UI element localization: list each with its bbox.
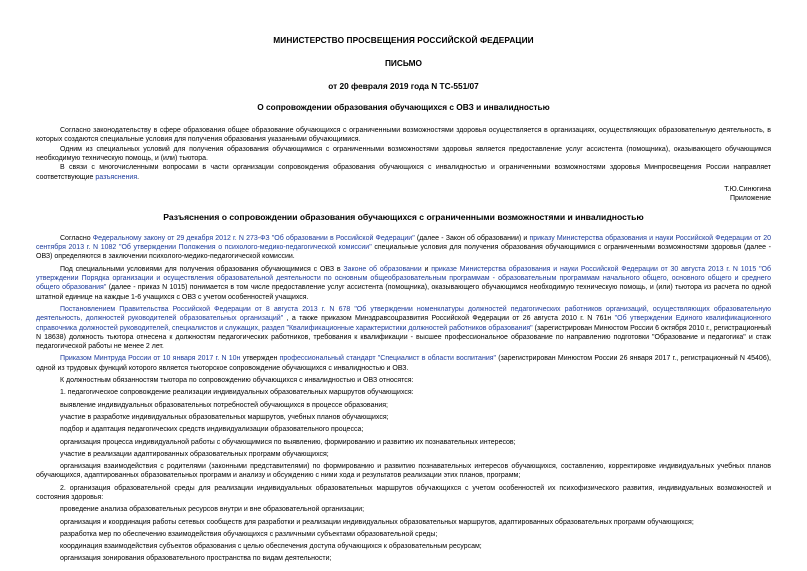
list-item: организация и координация работы сетевых сообществ для разработки и реализации индивидуальных образовательных маршрутов, адаптированных образовательных программ обучающихся; (60, 518, 694, 526)
qualification-handbook-link[interactable]: "Об утверждении Единого квалификационного справочника должностей руководителей, специалистов и служащих, раздел "Квалификационные характеристики должностей работников образования" (36, 315, 771, 332)
appendix-title: Разъяснения о сопровождении образования обучающихся с ограниченными возможностями и инвалидностью (163, 211, 644, 222)
text-segment: (зарегистрирован Минюстом России 6 октября 2010 г., регистрационный N 18638) должность тьютора отнесена к должностям педагогических работников, требования к квалификации - высшее профессиональное образование по направлению подготовки "Образование и педагогика" и стаж педагогической работы не менее 2 лет. (36, 324, 771, 351)
text-segment: В связи с многочисленными вопросами в части организации сопровождения образования обучающихся с инвалидностью и ограниченными возможностями здоровья Минпросвещения России направляет соответствующие (36, 164, 771, 181)
list-item: участие в разработке индивидуальных образовательных маршрутов, учебных планов обучающихся; (60, 413, 389, 421)
text-segment: специальные условия для получения образования обучающимися с ограниченными возможностями здоровья (далее - ОВЗ) определяются в заключении психолого-медико-педагогической комиссии. (36, 244, 772, 261)
signer-name: Т.Ю.Синюгина (724, 185, 771, 193)
appendix-paragraph-2 (36, 265, 771, 302)
appendix-paragraph-3 (36, 305, 771, 351)
text-segment: утвержден (240, 355, 280, 363)
explanations-link[interactable]: разъяснения (95, 173, 138, 181)
letter-paragraph-1: Согласно законодательству в сфере образования общее образование обучающихся с ограниченными возможностями здоровья осуществляется в организациях, осуществляющих образовательную деятельность, в которых создаются специальные условия для получения образования указанными обучающимися. (36, 127, 771, 144)
document-date-number: от 20 февраля 2019 года N ТС-551/07 (328, 80, 479, 91)
resolution-678-link[interactable]: Постановлением Правительства Российской Федерации от 8 августа 2013 г. N 678 "Об утверждении номенклатуры должностей педагогических работников организаций, осуществляющих образовательную деятельность, должностей руководителей образовательных организаций" (36, 305, 771, 323)
mintrud-order-link[interactable]: Приказом Минтруда России от 10 января 2017 г. N 10н (60, 355, 241, 363)
text-segment: (далее - Закон об образовании) и (414, 234, 530, 242)
text-segment: . (137, 173, 140, 181)
order-1015-link[interactable]: приказе Министерства образования и науки Российской Федерации от 30 августа 2013 г. N 1015 "Об утверждении Порядка организации и осуществления образовательной деятельности по основным общеобразовательным программам - образовательным программам начального общего, основного общего и среднего общего образования" (36, 265, 772, 292)
list-item: проведение анализа образовательных ресурсов внутри и вне образовательной организации; (60, 506, 365, 514)
list-item: участие в реализации адаптированных образовательных программ обучающихся; (60, 450, 329, 458)
text-segment: (далее - приказ N 1015) понимается в том числе предоставление услуг ассистента (помощника), оказывающего обучающимся необходимую техническую помощь, и (или) тьютора из расчета по одной штатной единице на каждые 1-6 учащихся с ОВЗ с учетом особенностей учащихся. (36, 284, 771, 301)
professional-standard-link[interactable]: профессиональный стандарт "Специалист в области воспитания" (279, 355, 496, 363)
list-item: организация зонирования образовательного пространства по видам деятельности; (60, 555, 332, 563)
list-item: разработка мер по обеспечению взаимодействия обучающихся с различными субъектами образовательной среды; (60, 530, 438, 538)
text-segment: Согласно (60, 234, 93, 242)
list-item: подбор и адаптация педагогических средств индивидуализации образовательного процесса; (60, 426, 364, 434)
order-1082-link[interactable]: приказу Министерства образования и науки Российской Федерации от 20 сентября 2013 г. N 1082 "Об утверждении Положения о психолого-медико-педагогической комиссии" (36, 234, 771, 252)
ministry-title: МИНИСТЕРСТВО ПРОСВЕЩЕНИЯ РОССИЙСКОЙ ФЕДЕРАЦИИ (273, 35, 534, 45)
text-segment: и (421, 265, 432, 273)
list-item: 1. педагогическое сопровождение реализации индивидуальных образовательных маршрутов обучающихся: (60, 389, 414, 397)
appendix-paragraph-1 (36, 234, 771, 262)
attachment-label: Приложение (729, 195, 771, 203)
education-law-link[interactable]: Законе об образовании (343, 265, 422, 273)
document-type: ПИСЬМО (384, 58, 423, 69)
list-item: координация взаимодействия субъектов образования с целью обеспечения доступа обучающихся к образовательным ресурсам; (60, 543, 482, 551)
list-item: К должностным обязанностям тьютора по сопровождению обучающихся с инвалидностью и ОВЗ относятся: (60, 377, 414, 385)
list-item: организация процесса индивидуальной работы с обучающимися по выявлению, формированию и развитию их познавательных интересов; (60, 438, 516, 446)
text-segment: , а также приказом Минздравсоцразвития Российской Федерации от 26 августа 2010 г. N 761н (283, 315, 615, 323)
document-subject: О сопровождении образования обучающихся с ОВЗ и инвалидностью (257, 101, 550, 112)
list-item: выявление индивидуальных образовательных потребностей обучающихся в процессе образования; (60, 401, 388, 409)
federal-law-link[interactable]: Федеральному закону от 29 декабря 2012 г. N 273-ФЗ "Об образовании в Российской Федерации" (92, 234, 415, 242)
appendix-paragraph-4 (36, 354, 771, 373)
text-segment: Под специальными условиями для получения образования обучающимися с ОВЗ в (60, 265, 344, 273)
letter-paragraph-2: Одним из специальных условий для получения образования обучающимися с ограниченными возможностями здоровья является предоставление услуг ассистента (помощника), оказывающего обучающимся необходимую техническую помощь, и (или) тьютора. (36, 145, 771, 163)
text-segment: (зарегистрирован Минюстом России 26 января 2017 г., регистрационный N 45406), одной из трудовых функций которого является тьюторское сопровождение обучающихся с инвалидностью и ОВЗ. (36, 355, 771, 372)
letter-paragraph-3 (36, 163, 771, 182)
list-item: 2. организация образовательной среды для реализации индивидуальных образовательных маршрутов обучающихся с учетом особенностей их психофизического развития, индивидуальных возможностей и состояния здоровья: (36, 484, 771, 501)
list-item: организация взаимодействия с родителями (законными представителями) по формированию и развитию познавательных интересов обучающихся, составлению, корректировке индивидуальных учебных планов обучающихся, адаптированных образовательных программ и анализу и обсуждению с ними хода и результатов реализации этих планов, программ; (36, 463, 771, 480)
